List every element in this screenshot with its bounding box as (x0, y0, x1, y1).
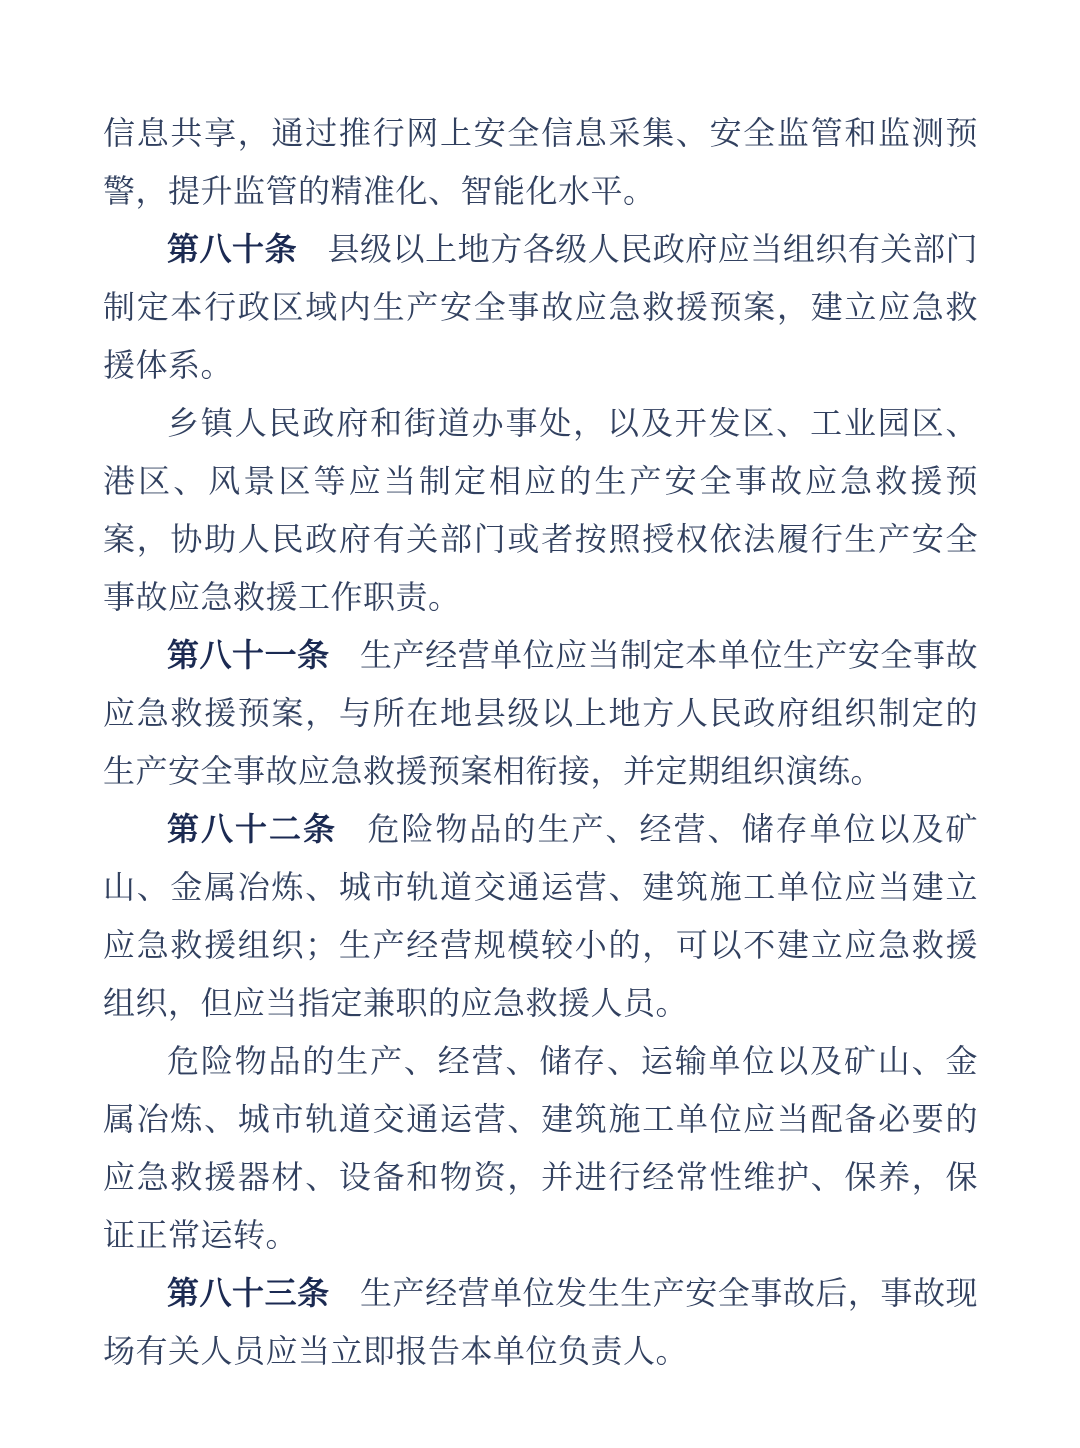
paragraph-article-82-clause-2 (103, 1032, 978, 1264)
article-number: 第八十二条 (167, 811, 338, 847)
paragraph-text: 危险物品的生产、经营、储存单位以及矿山、金属冶炼、城市轨道交通运营、建筑施工单位应当建立应急救援组织；生产经营规模较小的，可以不建立应急救援组织，但应当指定兼职的应急救援人员。 (103, 811, 978, 1021)
article-number: 第八十条 (167, 231, 298, 267)
paragraph-text: 生产经营单位发生生产安全事故后，事故现场有关人员应当立即报告本单位负责人。 (103, 1275, 978, 1369)
paragraph-article-83 (103, 1264, 978, 1380)
paragraph-text: 县级以上地方各级人民政府应当组织有关部门制定本行政区域内生产安全事故应急救援预案，建立应急救援体系。 (103, 231, 978, 383)
paragraph-text: 乡镇人民政府和街道办事处，以及开发区、工业园区、港区、风景区等应当制定相应的生产安全事故应急救援预案，协助人民政府有关部门或者按照授权依法履行生产安全事故应急救援工作职责。 (103, 405, 978, 615)
paragraph-article-80-clause-2 (103, 394, 978, 626)
paragraph-article-80 (103, 220, 978, 394)
paragraph-text: 危险物品的生产、经营、储存、运输单位以及矿山、金属冶炼、城市轨道交通运营、建筑施工单位应当配备必要的应急救援器材、设备和物资，并进行经常性维护、保养，保证正常运转。 (103, 1043, 978, 1253)
paragraph-article-82 (103, 800, 978, 1032)
paragraph-continuation (103, 104, 978, 220)
article-number: 第八十一条 (167, 637, 330, 673)
article-number: 第八十三条 (167, 1275, 330, 1311)
paragraph-text: 信息共享，通过推行网上安全信息采集、安全监管和监测预警，提升监管的精准化、智能化水平。 (103, 115, 978, 209)
paragraph-text: 生产经营单位应当制定本单位生产安全事故应急救援预案，与所在地县级以上地方人民政府组织制定的生产安全事故应急救援预案相衔接，并定期组织演练。 (103, 637, 978, 789)
paragraph-article-81 (103, 626, 978, 800)
